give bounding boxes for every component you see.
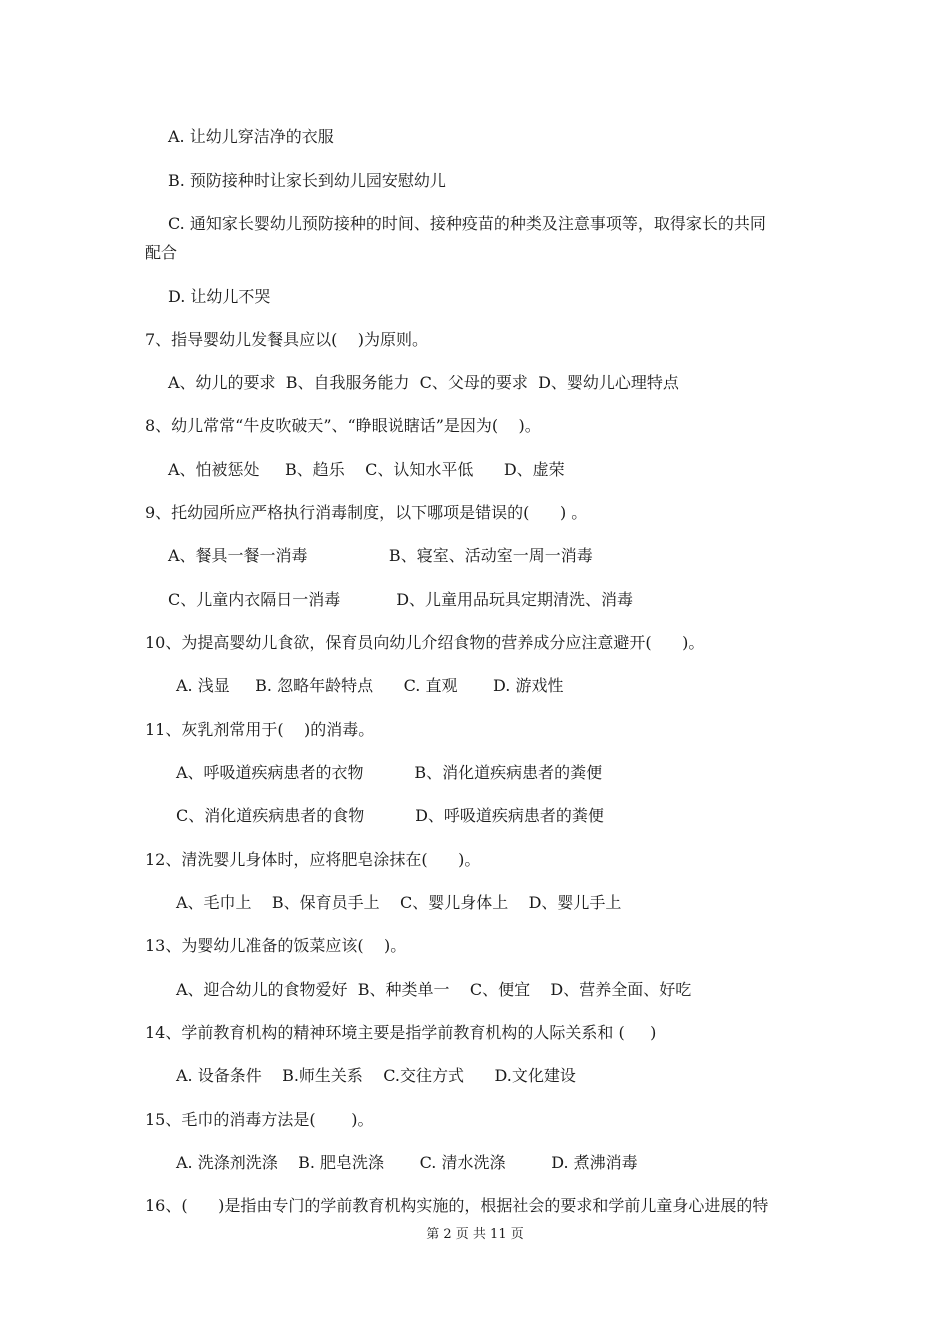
option-6c: C. 通知家长婴幼儿预防接种的时间、接种疫苗的种类及注意事项等，取得家长的共同 <box>168 214 766 233</box>
question-15: 15、毛巾的消毒方法是( )。 <box>145 1110 374 1129</box>
options-15: A. 洗涤剂洗涤 B. 肥皂洗涤 C. 清水洗涤 D. 煮沸消毒 <box>176 1153 638 1172</box>
question-12: 12、清洗婴儿身体时，应将肥皂涂抹在( )。 <box>145 850 481 869</box>
question-11: 11、灰乳剂常用于( )的消毒。 <box>145 720 375 739</box>
question-9: 9、托幼园所应严格执行消毒制度，以下哪项是错误的( ) 。 <box>145 503 588 522</box>
options-11-row1: A、呼吸道疾病患者的衣物 B、消化道疾病患者的粪便 <box>176 763 603 782</box>
option-6b: B. 预防接种时让家长到幼儿园安慰幼儿 <box>168 171 446 190</box>
options-12: A、毛巾上 B、保育员手上 C、婴儿身体上 D、婴儿手上 <box>176 893 622 912</box>
options-11-row2: C、消化道疾病患者的食物 D、呼吸道疾病患者的粪便 <box>176 806 604 825</box>
question-8: 8、幼儿常常“牛皮吹破天”、“睁眼说瞎话”是因为( )。 <box>145 416 541 435</box>
question-14: 14、学前教育机构的精神环境主要是指学前教育机构的人际关系和 ( ) <box>145 1023 657 1042</box>
options-8: A、怕被惩处 B、趋乐 C、认知水平低 D、虚荣 <box>168 460 565 479</box>
question-13: 13、为婴幼儿准备的饭菜应该( )。 <box>145 936 407 955</box>
options-14: A. 设备条件 B.师生关系 C.交往方式 D.文化建设 <box>176 1066 576 1085</box>
question-10: 10、为提高婴幼儿食欲，保育员向幼儿介绍食物的营养成分应注意避开( )。 <box>145 633 705 652</box>
option-6c-continued: 配合 <box>145 243 178 262</box>
option-6a: A. 让幼儿穿洁净的衣服 <box>168 127 334 146</box>
options-9-row2: C、儿童内衣隔日一消毒 D、儿童用品玩具定期清洗、消毒 <box>168 590 634 609</box>
options-9-row1: A、餐具一餐一消毒 B、寝室、活动室一周一消毒 <box>168 546 593 565</box>
question-7: 7、指导婴幼儿发餐具应以( )为原则。 <box>145 330 429 349</box>
page-footer: 第 2 页 共 11 页 <box>426 1227 524 1242</box>
options-7: A、幼儿的要求 B、自我服务能力 C、父母的要求 D、婴幼儿心理特点 <box>168 373 679 392</box>
question-16: 16、( )是指由专门的学前教育机构实施的，根据社会的要求和学前儿童身心进展的特 <box>145 1196 769 1215</box>
options-10: A. 浅显 B. 忽略年龄特点 C. 直观 D. 游戏性 <box>176 676 564 695</box>
options-13: A、迎合幼儿的食物爱好 B、种类单一 C、便宜 D、营养全面、好吃 <box>176 980 692 999</box>
option-6d: D. 让幼儿不哭 <box>168 287 271 306</box>
